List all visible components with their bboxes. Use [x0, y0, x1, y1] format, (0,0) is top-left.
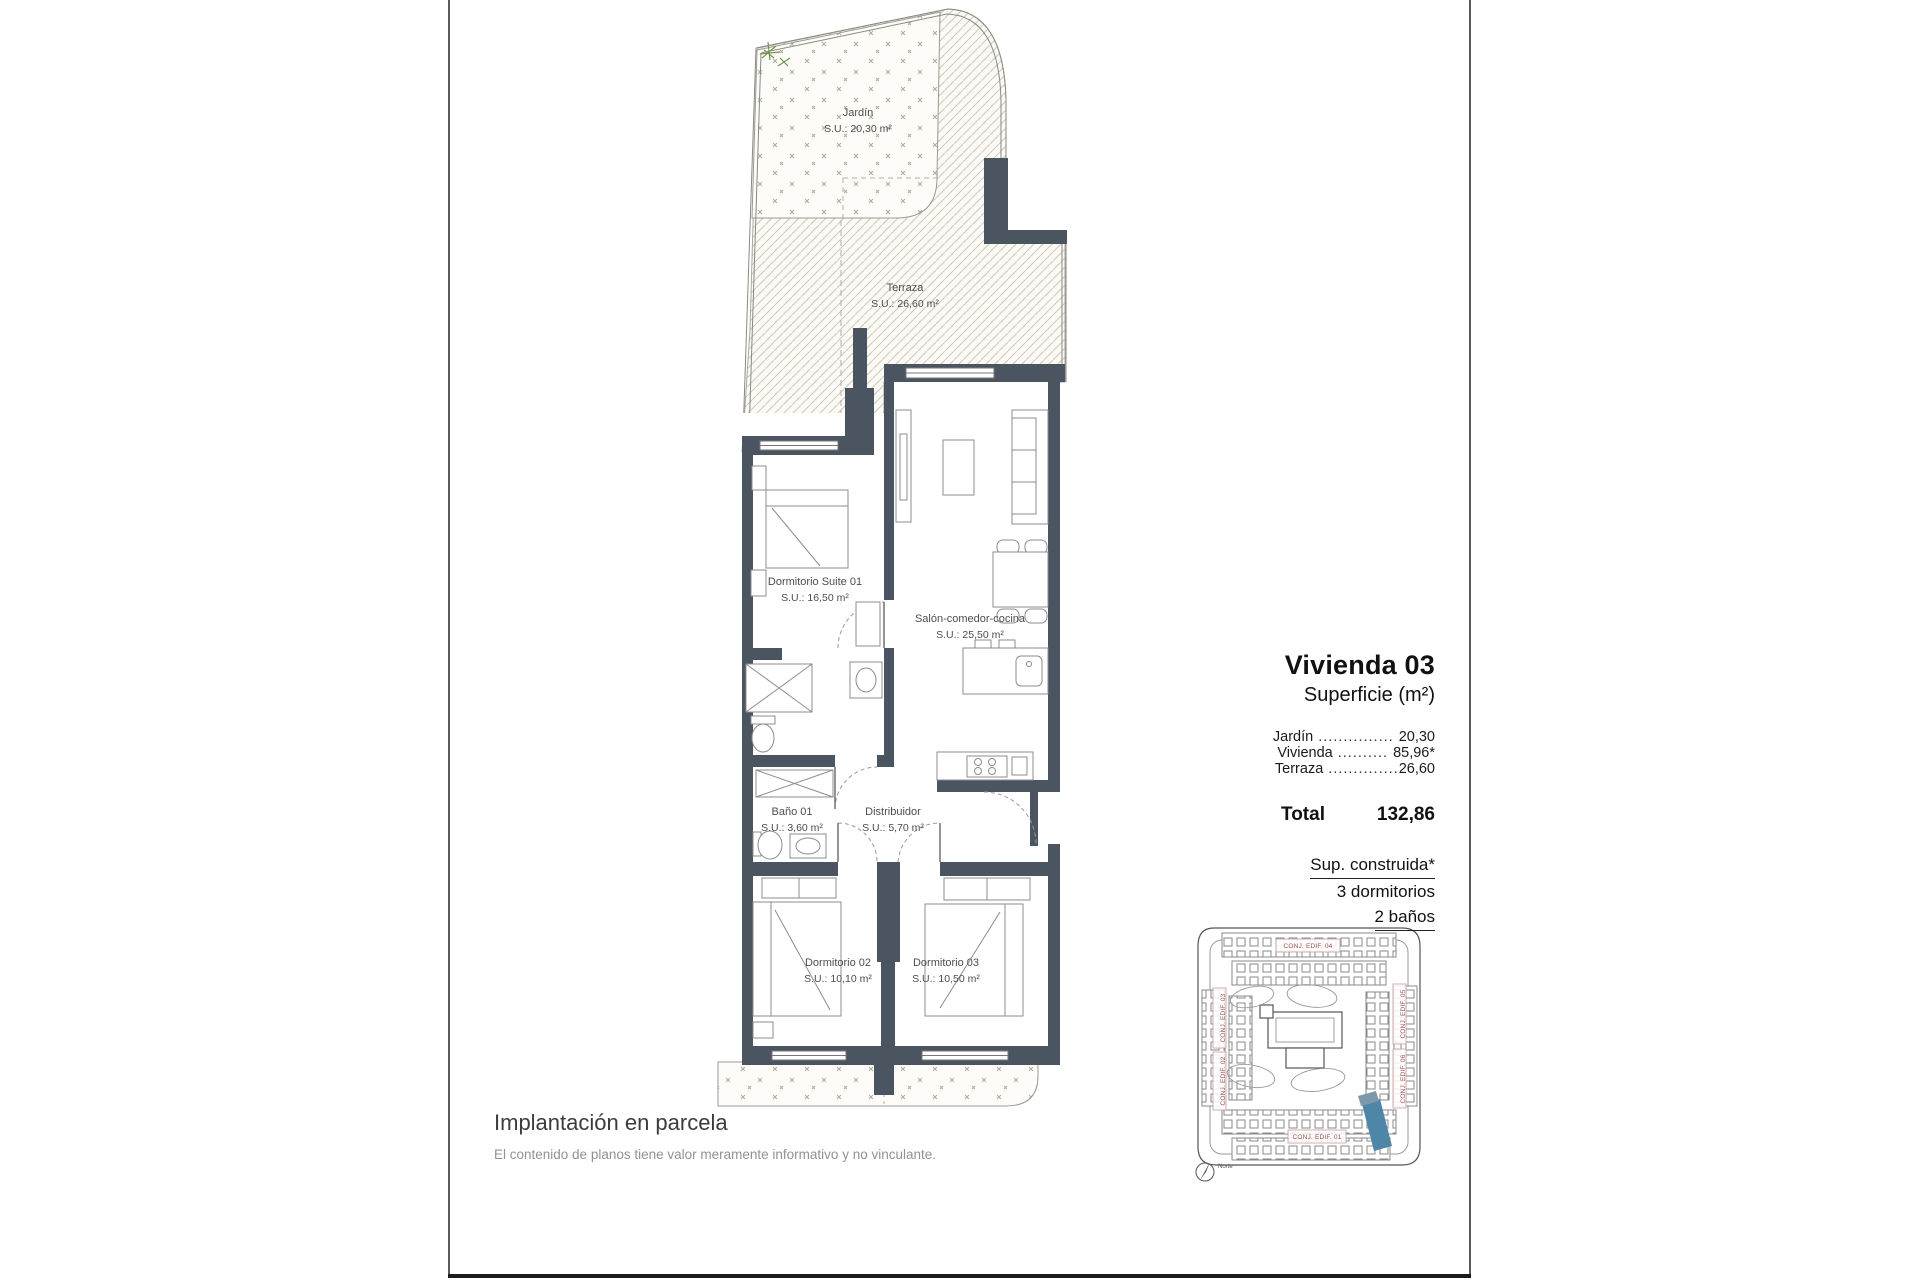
- coffee-table-icon: [943, 440, 974, 495]
- room-area-suite: S.U.: 16,50 m²: [781, 592, 849, 604]
- room-label-suite: Dormitorio Suite 01: [767, 576, 863, 588]
- room-label-bano: Baño 01: [771, 806, 813, 818]
- surface-value: 20,30: [1398, 729, 1435, 745]
- kitchen-island-icon: [963, 640, 1048, 694]
- sofa-icon: [1012, 410, 1048, 524]
- compass-label: Norte: [1218, 1164, 1233, 1170]
- site-label-edif04: CONJ. EDIF. 04: [1283, 943, 1333, 950]
- room-area-salon: S.U.: 25,50 m²: [936, 629, 1004, 641]
- site-label-edif06: CONJ. EDIF. 06: [1400, 1054, 1407, 1104]
- total-label: Total: [1281, 804, 1325, 825]
- surface-subtitle: Superficie (m²): [1303, 684, 1435, 706]
- room-label-jardin: Jardín: [842, 107, 874, 119]
- info-panel: [1203, 650, 1435, 931]
- sink-icon: [850, 662, 882, 698]
- surface-label: Jardín: [1272, 729, 1314, 745]
- room-area-bano: S.U.: 3,60 m²: [761, 822, 823, 834]
- wardrobe-icon: [756, 770, 833, 797]
- surface-label: Vivienda: [1277, 745, 1333, 761]
- footer-disclaimer: El contenido de planos tiene valor meramente informativo y no vinculante.: [494, 1147, 936, 1162]
- tv-unit-icon: [896, 410, 911, 522]
- site-plan: [1196, 928, 1420, 1181]
- room-label-dorm2: Dormitorio 02: [804, 957, 872, 969]
- site-label-edif01: CONJ. EDIF. 01: [1292, 1134, 1342, 1141]
- room-area-dorm2: S.U.: 10,10 m²: [804, 973, 872, 985]
- wardrobe-icon: [944, 878, 1030, 900]
- surface-row-jardin: [1203, 729, 1435, 745]
- room-area-jardin: S.U.: 20,30 m²: [824, 123, 892, 135]
- note-dormitorios: 3 dormitorios: [1336, 882, 1435, 901]
- unit-title: Vivienda 03: [1284, 650, 1435, 680]
- toilet-icon: [751, 716, 775, 752]
- wardrobe-icon: [762, 878, 836, 898]
- sink-icon: [790, 834, 826, 858]
- room-area-dorm3: S.U.: 10,50 m²: [912, 973, 980, 985]
- surface-row-terraza: [1203, 761, 1435, 777]
- note-sup-construida: Sup. construida*: [1310, 852, 1435, 879]
- footer-title: Implantación en parcela: [494, 1110, 728, 1135]
- note-banos: 2 baños: [1375, 904, 1436, 931]
- site-label-edif03: CONJ. EDIF. 03: [1220, 993, 1227, 1043]
- toilet-icon: [753, 831, 782, 859]
- room-label-dorm3: Dormitorio 03: [912, 957, 980, 969]
- dresser-icon: [856, 602, 880, 646]
- dots-leader: ..............: [1323, 761, 1399, 777]
- surface-items: [1203, 729, 1435, 777]
- room-area-distribuidor: S.U.: 5,70 m²: [862, 822, 924, 834]
- hob-icon: [937, 752, 1033, 780]
- panel-notes: [1203, 852, 1435, 931]
- surface-label: Terraza: [1274, 761, 1324, 777]
- room-label-salon: Salón-comedor-cocina: [914, 613, 1026, 625]
- surface-value: 26,60: [1398, 761, 1435, 777]
- room-label-distribuidor: Distribuidor: [865, 806, 921, 818]
- wardrobe-icon: [746, 664, 812, 712]
- surface-value: 85,96*: [1393, 745, 1435, 761]
- dots-leader: ...............: [1313, 729, 1399, 745]
- surface-row-vivienda: [1203, 745, 1435, 761]
- total-value: 132,86: [1376, 804, 1435, 825]
- dots-leader: ..........: [1332, 745, 1394, 761]
- site-label-edif02: CONJ. EDIF. 02: [1220, 1056, 1227, 1106]
- room-label-terraza: Terraza: [886, 282, 924, 294]
- room-area-terraza: S.U.: 26,60 m²: [871, 298, 939, 310]
- site-label-edif05: CONJ. EDIF. 05: [1400, 989, 1407, 1039]
- total-row: [1203, 804, 1435, 826]
